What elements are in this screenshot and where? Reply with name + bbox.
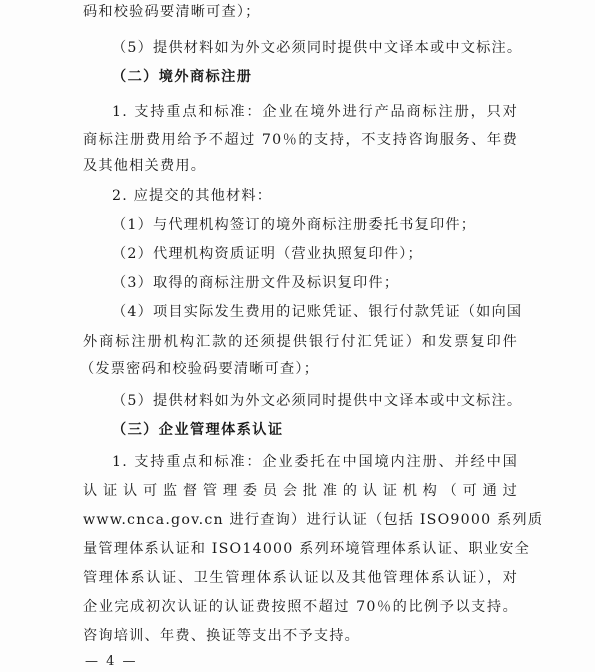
text-line: 及其他相关费用。 — [83, 158, 207, 174]
text-line: （5）提供材料如为外文必须同时提供中文译本或中文标注。 — [112, 393, 523, 409]
text-line: 企业完成初次认证的认证费按照不超过 70％的比例予以支持。 — [83, 599, 518, 615]
section-heading: （二）境外商标注册 — [112, 69, 253, 85]
text-line: 外商标注册机构汇款的还须提供银行付汇凭证）和发票复印件 — [83, 334, 518, 350]
text-line: 管理体系认证、卫生管理体系认证以及其他管理体系认证），对 — [83, 570, 518, 586]
text-line: 码和校验码要清晰可查）； — [83, 4, 261, 20]
text-line: 认证认可监督管理委员会批准的认证机构（可通过 — [83, 483, 518, 499]
text-line: （发票密码和校验码要清晰可查）； — [80, 361, 320, 377]
text-line: www.cnca.gov.cn 进行查询）进行认证（包括 ISO9000 系列质 — [83, 512, 544, 528]
text-line: 商标注册费用给予不超过 70％的支持，不支持咨询服务、年费 — [83, 132, 518, 148]
page-number: — 4 — — [85, 654, 138, 669]
text-line: （4）项目实际发生费用的记账凭证、银行付款凭证（如向国 — [112, 304, 523, 320]
section-heading: （三）企业管理体系认证 — [112, 422, 284, 438]
text-line: 1. 支持重点和标准：企业在境外进行产品商标注册，只对 — [112, 104, 518, 120]
text-line: （2）代理机构资质证明（营业执照复印件）； — [112, 246, 423, 262]
text-line: 1. 支持重点和标准：企业委托在中国境内注册、并经中国 — [112, 454, 518, 470]
text-line: （3）取得的商标注册文件及标识复印件； — [112, 275, 400, 291]
text-line: 咨询培训、年费、换证等支出不予支持。 — [83, 628, 360, 644]
text-line: （1）与代理机构签订的境外商标注册委托书复印件； — [112, 217, 477, 233]
text-line: 2. 应提交的其他材料： — [112, 188, 273, 204]
text-line: （5）提供材料如为外文必须同时提供中文译本或中文标注。 — [112, 40, 523, 56]
text-line: 量管理体系认证和 ISO14000 系列环境管理体系认证、职业安全 — [83, 541, 531, 557]
